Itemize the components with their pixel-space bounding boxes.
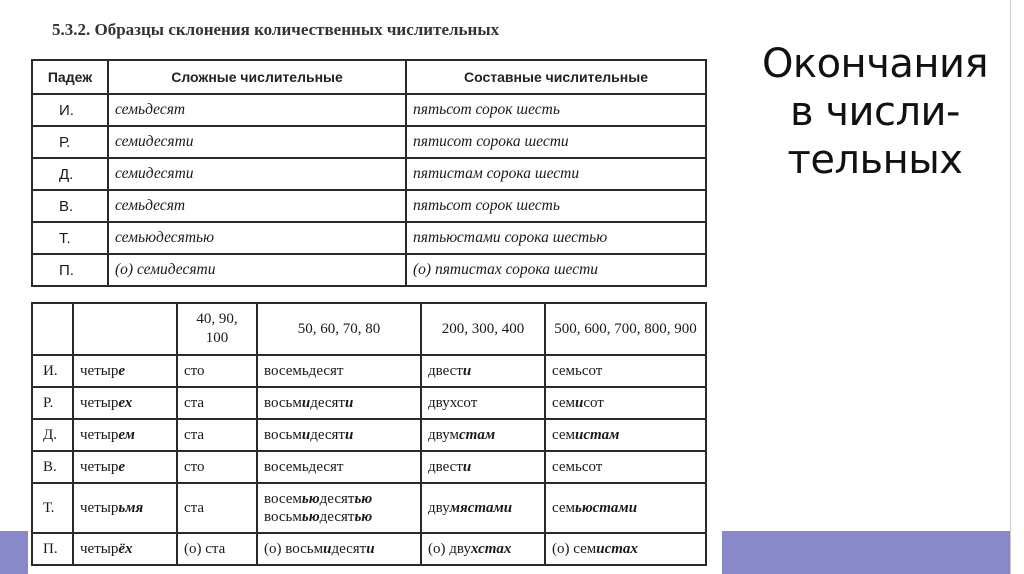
header-complex: Сложные числительные (108, 60, 406, 94)
ending-text: ью (354, 491, 373, 507)
numeral-cell (421, 533, 545, 565)
ending-text: ью (354, 509, 373, 525)
numeral-cell (545, 419, 706, 451)
compound-numeral-cell: пятьсот сорок шесть (406, 190, 706, 222)
stem-text: (о) восьм (264, 540, 324, 557)
stem-text: десят (310, 394, 345, 411)
table-row (32, 483, 706, 533)
numeral-cell (73, 387, 177, 419)
ending-text: и (575, 426, 584, 443)
stem-text: восем (264, 491, 302, 507)
table-row (32, 533, 706, 565)
declension-table-numerals (31, 302, 707, 566)
numeral-cell (257, 355, 421, 387)
ending-text: стам (583, 426, 620, 443)
slide-title-line: в числи- (790, 89, 960, 135)
header-case: Падеж (32, 60, 108, 94)
case-cell: Д. (32, 419, 73, 451)
table-row (32, 419, 706, 451)
ending-text: стам (459, 426, 496, 443)
case-cell: В. (32, 190, 108, 222)
complex-numeral-cell: семидесяти (108, 126, 406, 158)
slide-title (740, 40, 1010, 184)
ending-text: ем (118, 426, 135, 443)
numeral-cell (421, 451, 545, 483)
ending-text: ью (301, 491, 320, 507)
compound-numeral-cell: (о) пятистах сорока шести (406, 254, 706, 286)
table-row (32, 355, 706, 387)
numeral-cell (177, 451, 257, 483)
numeral-cell (257, 419, 421, 451)
complex-numeral-cell: семьюдесятью (108, 222, 406, 254)
header-50-80: 50, 60, 70, 80 (257, 303, 421, 355)
stem-text: дву (428, 500, 450, 516)
numeral-cell (545, 355, 706, 387)
stem-text: десят (319, 509, 355, 525)
table-caption: 5.3.2. Образцы склонения количественных числительных (52, 20, 500, 39)
compound-numeral-cell: пятьюстами сорока шестью (406, 222, 706, 254)
stem-text: (о) сем (552, 540, 597, 557)
ending-text: стами (592, 500, 638, 516)
stem-text: сем (552, 394, 575, 411)
stem-text: четыр (80, 426, 119, 443)
numeral-cell (545, 533, 706, 565)
case-cell: Т. (32, 222, 108, 254)
stem-text: десят (319, 491, 355, 507)
numeral-cell (257, 451, 421, 483)
numeral-cell (73, 419, 177, 451)
ending-text: и (323, 540, 332, 557)
numeral-cell (545, 451, 706, 483)
table-header-row (32, 60, 706, 94)
ending-text: стах (604, 540, 638, 557)
numeral-cell (421, 387, 545, 419)
stem-text: семьсот (552, 458, 603, 475)
stem-text: четыр (80, 362, 119, 379)
declension-table-complex-compound (31, 59, 707, 287)
numeral-cell (421, 355, 545, 387)
accent-bar-left (0, 531, 28, 574)
header-compound: Составные числительные (406, 60, 706, 94)
stem-text: восьм (264, 426, 302, 443)
ending-text: и (301, 394, 311, 411)
accent-bar-right (722, 531, 1011, 574)
ending-text: ью (575, 500, 593, 516)
numeral-cell (545, 387, 706, 419)
slide-title-line: тельных (787, 137, 963, 183)
stem-text: восемьдесят (264, 362, 344, 379)
slide-edge (1010, 0, 1024, 574)
numeral-cell (73, 483, 177, 533)
table-row (32, 126, 706, 158)
case-cell: Т. (32, 483, 73, 533)
case-cell: И. (32, 355, 73, 387)
numeral-cell (177, 355, 257, 387)
numeral-cell (177, 533, 257, 565)
compound-numeral-cell: пятьсот сорок шесть (406, 94, 706, 126)
numeral-cell (73, 533, 177, 565)
numeral-cell (73, 355, 177, 387)
case-cell: П. (32, 533, 73, 565)
numeral-cell (421, 419, 545, 451)
stem-text: (о) ста (184, 540, 226, 557)
case-cell: П. (32, 254, 108, 286)
ending-text: ёх (118, 540, 133, 557)
numeral-cell (257, 483, 421, 533)
numeral-cell (545, 483, 706, 533)
ending-text: ьмя (118, 500, 144, 516)
ending-text: и (462, 362, 472, 379)
stem-text: сем (552, 500, 575, 516)
numeral-cell (257, 387, 421, 419)
numeral-cell (177, 387, 257, 419)
complex-numeral-cell: (о) семидесяти (108, 254, 406, 286)
case-cell: Р. (32, 387, 73, 419)
table-row (32, 94, 706, 126)
stem-text: восьм (264, 509, 302, 525)
stem-text: четыр (80, 458, 119, 475)
ending-text: е (118, 458, 126, 475)
stem-text: сто (184, 362, 205, 379)
ending-text: ех (118, 394, 133, 411)
stem-text: восемьдесят (264, 458, 344, 475)
stem-text: четыр (80, 394, 119, 411)
stem-text: двест (428, 458, 463, 475)
numeral-cell (177, 483, 257, 533)
stem-text: десят (331, 540, 367, 557)
stem-text: сот (583, 394, 604, 411)
compound-numeral-cell: пятистам сорока шести (406, 158, 706, 190)
stem-text: ста (184, 426, 205, 443)
case-cell: Р. (32, 126, 108, 158)
ending-text: и (575, 394, 584, 411)
ending-text: и (366, 540, 375, 557)
stem-text: ста (184, 394, 205, 411)
case-cell: В. (32, 451, 73, 483)
numeral-cell (421, 483, 545, 533)
header-500-900: 500, 600, 700, 800, 900 (545, 303, 706, 355)
ending-text: ью (301, 509, 320, 525)
ending-text: мястами (449, 500, 513, 516)
header-empty-four (73, 303, 177, 355)
ending-text: и (344, 394, 354, 411)
stem-text: (о) дву (428, 540, 471, 557)
stem-text: десят (310, 426, 345, 443)
stem-text: семьсот (552, 362, 603, 379)
stem-text: ста (184, 500, 205, 516)
case-cell: Д. (32, 158, 108, 190)
ending-text: и (301, 426, 311, 443)
table-row (32, 451, 706, 483)
stem-text: двест (428, 362, 463, 379)
stem-text: четыр (80, 500, 119, 516)
table-row (32, 387, 706, 419)
numeral-cell (257, 533, 421, 565)
stem-text: двухсот (428, 394, 478, 411)
ending-text: хстах (470, 540, 512, 557)
ending-text: и (596, 540, 605, 557)
header-empty-case (32, 303, 73, 355)
complex-numeral-cell: семьдесят (108, 94, 406, 126)
header-40-90-100: 40, 90, 100 (177, 303, 257, 355)
numeral-cell (177, 419, 257, 451)
stem-text: сто (184, 458, 205, 475)
case-cell: И. (32, 94, 108, 126)
numeral-cell (73, 451, 177, 483)
table-row (32, 222, 706, 254)
complex-numeral-cell: семьдесят (108, 190, 406, 222)
ending-text: и (462, 458, 472, 475)
ending-text: е (118, 362, 126, 379)
table-row (32, 190, 706, 222)
stem-text: сем (552, 426, 575, 443)
compound-numeral-cell: пятисот сорока шести (406, 126, 706, 158)
complex-numeral-cell: семидесяти (108, 158, 406, 190)
table-row (32, 158, 706, 190)
stem-text: восьм (264, 394, 302, 411)
stem-text: двум (428, 426, 459, 443)
ending-text: и (344, 426, 354, 443)
table-row (32, 254, 706, 286)
header-200-400: 200, 300, 400 (421, 303, 545, 355)
table-header-row (32, 303, 706, 355)
slide-title-line: Окончания (761, 41, 989, 87)
stem-text: четыр (80, 540, 119, 557)
